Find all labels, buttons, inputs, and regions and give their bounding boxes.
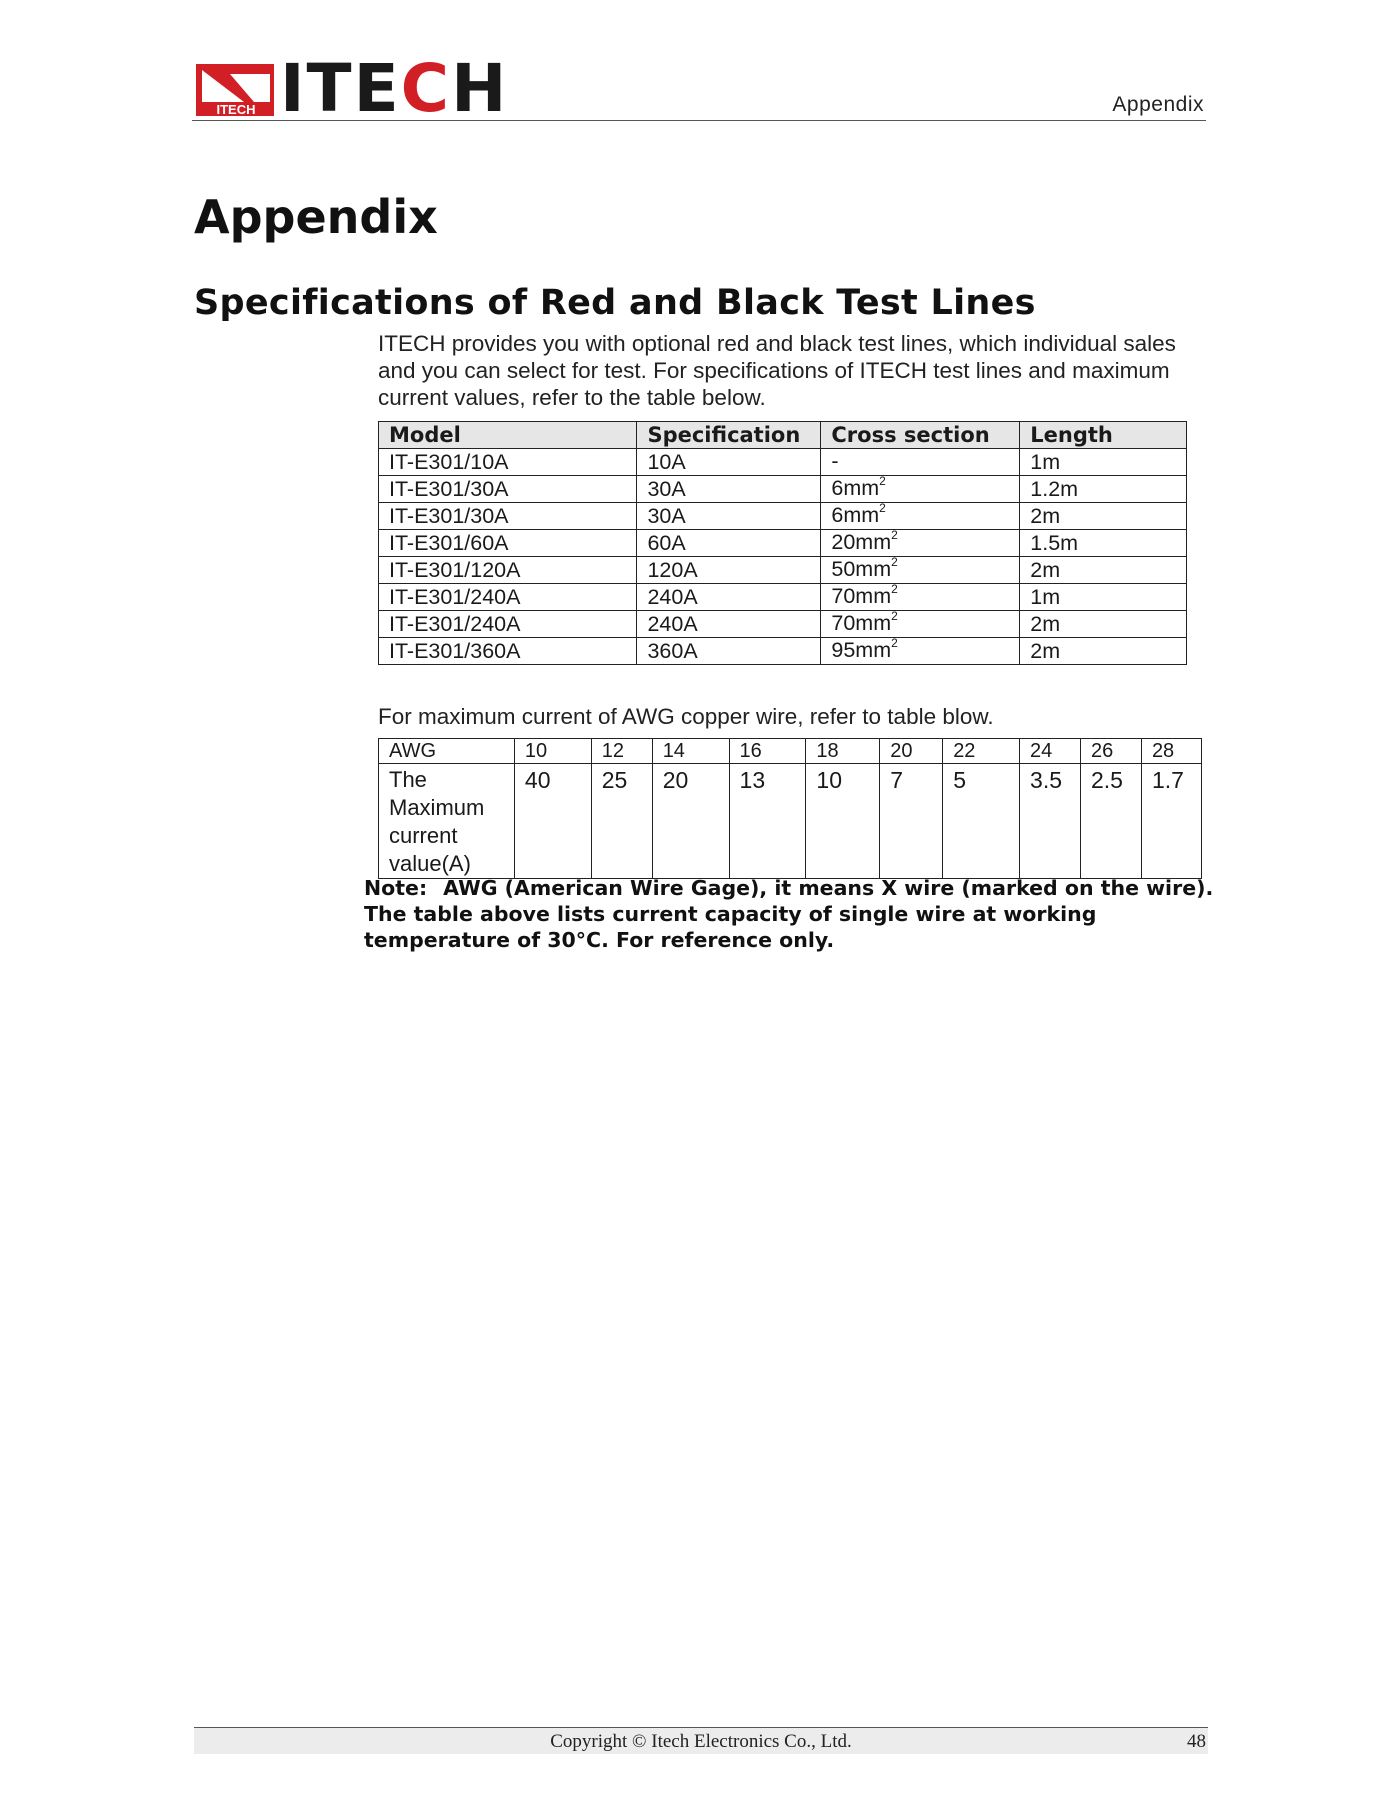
- cell-cross-section: $95mm^2$: [821, 638, 1020, 665]
- awg-current-row: [379, 764, 1202, 879]
- awg-intro-text: For maximum current of AWG copper wire, refer to table blow.: [378, 704, 994, 729]
- cell-length: 1.5m: [1020, 530, 1187, 557]
- awg-current-cell: 7: [880, 764, 943, 879]
- page-header: [192, 50, 1206, 127]
- cell-length: 2m: [1020, 503, 1187, 530]
- awg-current-cell: 5: [943, 764, 1020, 879]
- section-title: Specifications of Red and Black Test Lines: [194, 283, 1036, 323]
- cell-cross-section: $50mm^2$: [821, 557, 1020, 584]
- awg-current-cell: 13: [729, 764, 806, 879]
- spec-table-header-row: [379, 422, 1187, 449]
- awg-current-cell: 2.5: [1080, 764, 1141, 879]
- cell-model: IT-E301/360A: [379, 638, 637, 665]
- cell-length: 2m: [1020, 611, 1187, 638]
- cell-model: IT-E301/10A: [379, 449, 637, 476]
- awg-gauge-cell: 28: [1141, 739, 1201, 764]
- cell-length: 2m: [1020, 638, 1187, 665]
- copyright-text: Copyright © Itech Electronics Co., Ltd.: [550, 1731, 852, 1752]
- cell-specification: 10A: [637, 449, 821, 476]
- awg-gauge-cell: 20: [880, 739, 943, 764]
- cell-model: IT-E301/240A: [379, 584, 637, 611]
- cell-model: IT-E301/60A: [379, 530, 637, 557]
- cell-cross-section: $70mm^2$: [821, 584, 1020, 611]
- cell-length: 2m: [1020, 557, 1187, 584]
- cell-cross-section: $70mm^2$: [821, 611, 1020, 638]
- header-section-label: Appendix: [1112, 93, 1204, 116]
- page-number: 48: [1187, 1731, 1206, 1752]
- test-lines-spec-table: [378, 421, 1187, 665]
- table-row: [379, 530, 1187, 557]
- awg-current-cell: 10: [806, 764, 880, 879]
- note-paragraph: [364, 875, 1224, 953]
- svg-text:ITECH: ITECH: [216, 102, 256, 116]
- awg-current-cell: 3.5: [1020, 764, 1081, 879]
- awg-gauge-cell: 24: [1020, 739, 1081, 764]
- awg-gauge-cell: 14: [652, 739, 729, 764]
- page-footer: [194, 1727, 1208, 1754]
- awg-gauge-cell: 12: [591, 739, 652, 764]
- col-header-cross-section: Cross section: [821, 422, 1020, 449]
- cell-specification: 60A: [637, 530, 821, 557]
- note-text: AWG (American Wire Gage), it means X wire (marked on the wire). The table above lists current capacity of single wire at working temperature of 30°C. For reference only.: [364, 876, 1214, 952]
- cell-specification: 240A: [637, 611, 821, 638]
- awg-gauge-cell: 26: [1080, 739, 1141, 764]
- table-row: [379, 611, 1187, 638]
- awg-gauge-cell: 10: [514, 739, 591, 764]
- awg-gauge-row: [379, 739, 1202, 764]
- cell-cross-section: $6mm^2$: [821, 476, 1020, 503]
- table-row: [379, 476, 1187, 503]
- page-title: Appendix: [194, 190, 438, 244]
- cell-specification: 120A: [637, 557, 821, 584]
- cell-cross-section: -: [821, 449, 1020, 476]
- cell-specification: 30A: [637, 476, 821, 503]
- awg-gauge-cell: 22: [943, 739, 1020, 764]
- intro-paragraph: ITECH provides you with optional red and black test lines, which individual sales and you can select for test. For specifications of ITECH test lines and maximum current values, refer to the table below.: [378, 331, 1176, 410]
- cell-model: IT-E301/240A: [379, 611, 637, 638]
- awg-current-cell: 1.7: [1141, 764, 1201, 879]
- awg-gauge-cell: 18: [806, 739, 880, 764]
- cell-length: 1.2m: [1020, 476, 1187, 503]
- awg-current-cell: 40: [514, 764, 591, 879]
- awg-current-cell: 25: [591, 764, 652, 879]
- table-row: [379, 557, 1187, 584]
- table-row: [379, 638, 1187, 665]
- cell-cross-section: $6mm^2$: [821, 503, 1020, 530]
- current-row-label: The Maximum current value(A): [379, 764, 515, 879]
- cell-model: IT-E301/120A: [379, 557, 637, 584]
- table-row: [379, 503, 1187, 530]
- note-label: Note:: [364, 876, 428, 900]
- table-row: [379, 449, 1187, 476]
- awg-gauge-cell: 16: [729, 739, 806, 764]
- itech-logo: [196, 50, 509, 127]
- cell-length: 1m: [1020, 584, 1187, 611]
- awg-current-cell: 20: [652, 764, 729, 879]
- cell-specification: 360A: [637, 638, 821, 665]
- cell-length: 1m: [1020, 449, 1187, 476]
- col-header-specification: Specification: [637, 422, 821, 449]
- cell-model: IT-E301/30A: [379, 476, 637, 503]
- cell-cross-section: $20mm^2$: [821, 530, 1020, 557]
- col-header-length: Length: [1020, 422, 1187, 449]
- cell-specification: 240A: [637, 584, 821, 611]
- col-header-model: Model: [379, 422, 637, 449]
- cell-model: IT-E301/30A: [379, 503, 637, 530]
- cell-specification: 30A: [637, 503, 821, 530]
- logo-wordmark: ITECH: [280, 50, 509, 127]
- awg-row-label: AWG: [379, 739, 515, 764]
- table-row: [379, 584, 1187, 611]
- awg-current-table: [378, 738, 1202, 879]
- itech-logo-mark: [196, 64, 274, 116]
